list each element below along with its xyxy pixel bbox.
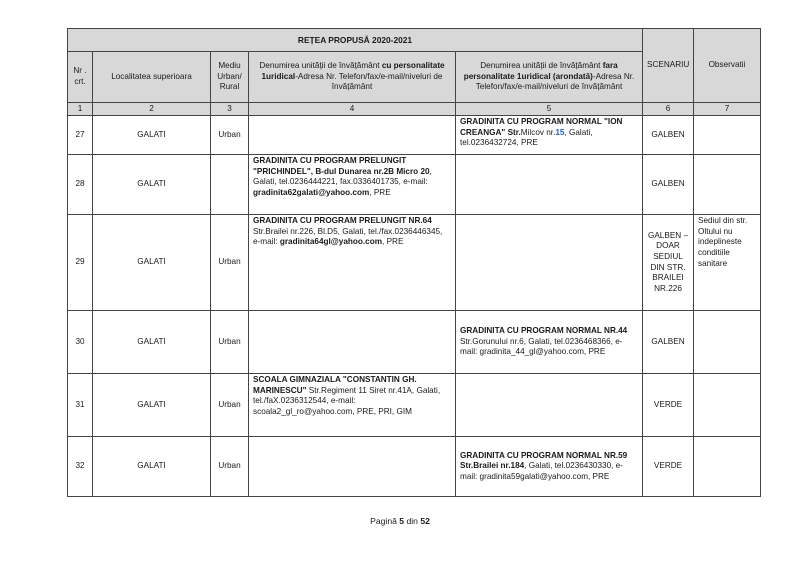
row-mediu: Urban	[211, 215, 249, 311]
row-unit-fara-pj	[456, 437, 643, 497]
header-fara-suffix: -Adresa Nr. Telefon/fax/e-mail/niveluri de învățământ	[475, 71, 635, 92]
row-observatii	[694, 437, 761, 497]
row-localitate: GALATI	[93, 437, 211, 497]
unit-name: GRADINITA CU PROGRAM NORMAL NR.59 Str.Brailei nr.184	[460, 450, 628, 471]
page-of: din	[404, 516, 421, 526]
row-mediu: Urban	[211, 374, 249, 437]
col-number-3: 3	[211, 103, 249, 116]
row-scenariu: GALBEN	[643, 311, 694, 374]
unit-address: , Galati, tel.0236444221, fax.0336401735, e-mail:	[253, 166, 432, 187]
row-observatii	[694, 116, 761, 155]
row-scenariu: VERDE	[643, 437, 694, 497]
row-scenariu: GALBEN	[643, 116, 694, 155]
header-mediu: Mediu Urban/ Rural	[211, 52, 249, 103]
row-localitate: GALATI	[93, 155, 211, 215]
table-row	[68, 311, 761, 374]
row-unit-cu-pj	[249, 437, 456, 497]
col-number-5: 5	[456, 103, 643, 116]
header-unit-without-legal-personality	[456, 52, 643, 103]
row-nr: 29	[68, 215, 93, 311]
table-row	[68, 155, 761, 215]
col-number-1: 1	[68, 103, 93, 116]
header-cu-prefix: Denumirea unității de învățământ	[259, 61, 382, 71]
row-unit-fara-pj	[456, 215, 643, 311]
unit-email: gradinita64gl@yahoo.com	[279, 237, 383, 247]
table-title: REȚEA PROPUSĂ 2020-2021	[68, 29, 643, 52]
col-number-6: 6	[643, 103, 694, 116]
row-nr: 32	[68, 437, 93, 497]
header-observatii: Observatii	[694, 29, 761, 103]
unit-street-number: 15	[555, 127, 565, 137]
row-localitate: GALATI	[93, 311, 211, 374]
network-table	[67, 28, 761, 497]
row-observatii: Sediul din str. Oltului nu indeplineste conditiile sanitare	[694, 215, 761, 311]
unit-address: Str.Regiment 11 Siret nr.41A, Galati, tel./faX.0236312544, e-mail: scoala2_gl_ro@yahoo.com, PRE, PRI, GIM	[253, 385, 441, 416]
row-scenariu: GALBEN	[643, 155, 694, 215]
row-mediu: Urban	[211, 116, 249, 155]
unit-address: Str.Gorunului nr.6, Galati, tel.0236468366, e-mail: gradinita_44_gl@yahoo.com, PRE	[460, 336, 623, 357]
row-unit-cu-pj	[249, 155, 456, 215]
row-scenariu: GALBEN – DOAR SEDIUL DIN STR. BRAILEI NR.226	[643, 215, 694, 311]
row-nr: 30	[68, 311, 93, 374]
row-observatii	[694, 311, 761, 374]
row-nr: 28	[68, 155, 93, 215]
row-unit-fara-pj	[456, 155, 643, 215]
unit-name: GRADINITA CU PROGRAM NORMAL NR.44	[460, 326, 628, 336]
page-total: 52	[420, 516, 430, 526]
row-unit-cu-pj	[249, 215, 456, 311]
table-row	[68, 215, 761, 311]
header-cu-suffix: -Adresa Nr. Telefon/fax/e-mail/niveluri de învățământ	[295, 71, 443, 92]
unit-street: Milcov nr.	[520, 127, 556, 137]
row-observatii	[694, 374, 761, 437]
table-row	[68, 374, 761, 437]
header-fara-prefix: Denumirea unității de învățământ	[480, 61, 603, 71]
unit-address: , Galati, tel.0236430330, e-mail: gradinita59galati@yahoo.com, PRE	[460, 461, 623, 481]
col-number-2: 2	[93, 103, 211, 116]
unit-levels: , PRE	[369, 187, 391, 197]
unit-name: GRADINITA CU PROGRAM PRELUNGIT "PRICHINDEL", B-dul Dunarea nr.2B Micro 20	[253, 156, 430, 176]
row-nr: 27	[68, 116, 93, 155]
header-unit-with-legal-personality	[249, 52, 456, 103]
row-mediu: Urban	[211, 311, 249, 374]
header-localitate: Localitatea superioara	[93, 52, 211, 103]
row-unit-cu-pj	[249, 374, 456, 437]
row-localitate: GALATI	[93, 116, 211, 155]
row-unit-cu-pj	[249, 311, 456, 374]
header-nr: Nr . crt.	[68, 52, 93, 103]
unit-address: , Galati, tel.0236432724, PRE	[460, 127, 593, 148]
row-unit-fara-pj	[456, 374, 643, 437]
row-unit-cu-pj	[249, 116, 456, 155]
unit-name: SCOALA GIMNAZIALA "CONSTANTIN GH. MARINESCU"	[253, 375, 417, 395]
row-localitate: GALATI	[93, 215, 211, 311]
header-scenariu: SCENARIU	[643, 29, 694, 103]
unit-street-prefix: Str.	[507, 127, 521, 137]
row-scenariu: VERDE	[643, 374, 694, 437]
header-fara-bold: fara personalitate 1uridical (arondată)	[463, 61, 618, 81]
unit-address: Str.Brailei nr.226, Bl.D5, Galati, tel./fax.0236446345, e-mail:	[253, 226, 443, 247]
row-observatii	[694, 155, 761, 215]
page-number: 5	[399, 516, 405, 526]
header-cu-bold: cu personalitate 1uridical	[261, 61, 445, 81]
unit-name: GRADINITA CU PROGRAM PRELUNGIT NR.64	[253, 216, 432, 225]
page-label: Pagină	[370, 516, 400, 526]
table-row	[68, 116, 761, 155]
row-nr: 31	[68, 374, 93, 437]
row-mediu	[211, 155, 249, 215]
unit-levels: , PRE	[382, 237, 404, 247]
table-row	[68, 437, 761, 497]
page-footer	[0, 516, 800, 526]
col-number-7: 7	[694, 103, 761, 116]
row-unit-fara-pj	[456, 116, 643, 155]
row-localitate: GALATI	[93, 374, 211, 437]
unit-name: GRADINITA CU PROGRAM NORMAL "ION CREANGA"	[460, 117, 623, 137]
col-number-4: 4	[249, 103, 456, 116]
unit-email: gradinita62galati@yahoo.com	[253, 187, 370, 197]
row-mediu: Urban	[211, 437, 249, 497]
row-unit-fara-pj	[456, 311, 643, 374]
